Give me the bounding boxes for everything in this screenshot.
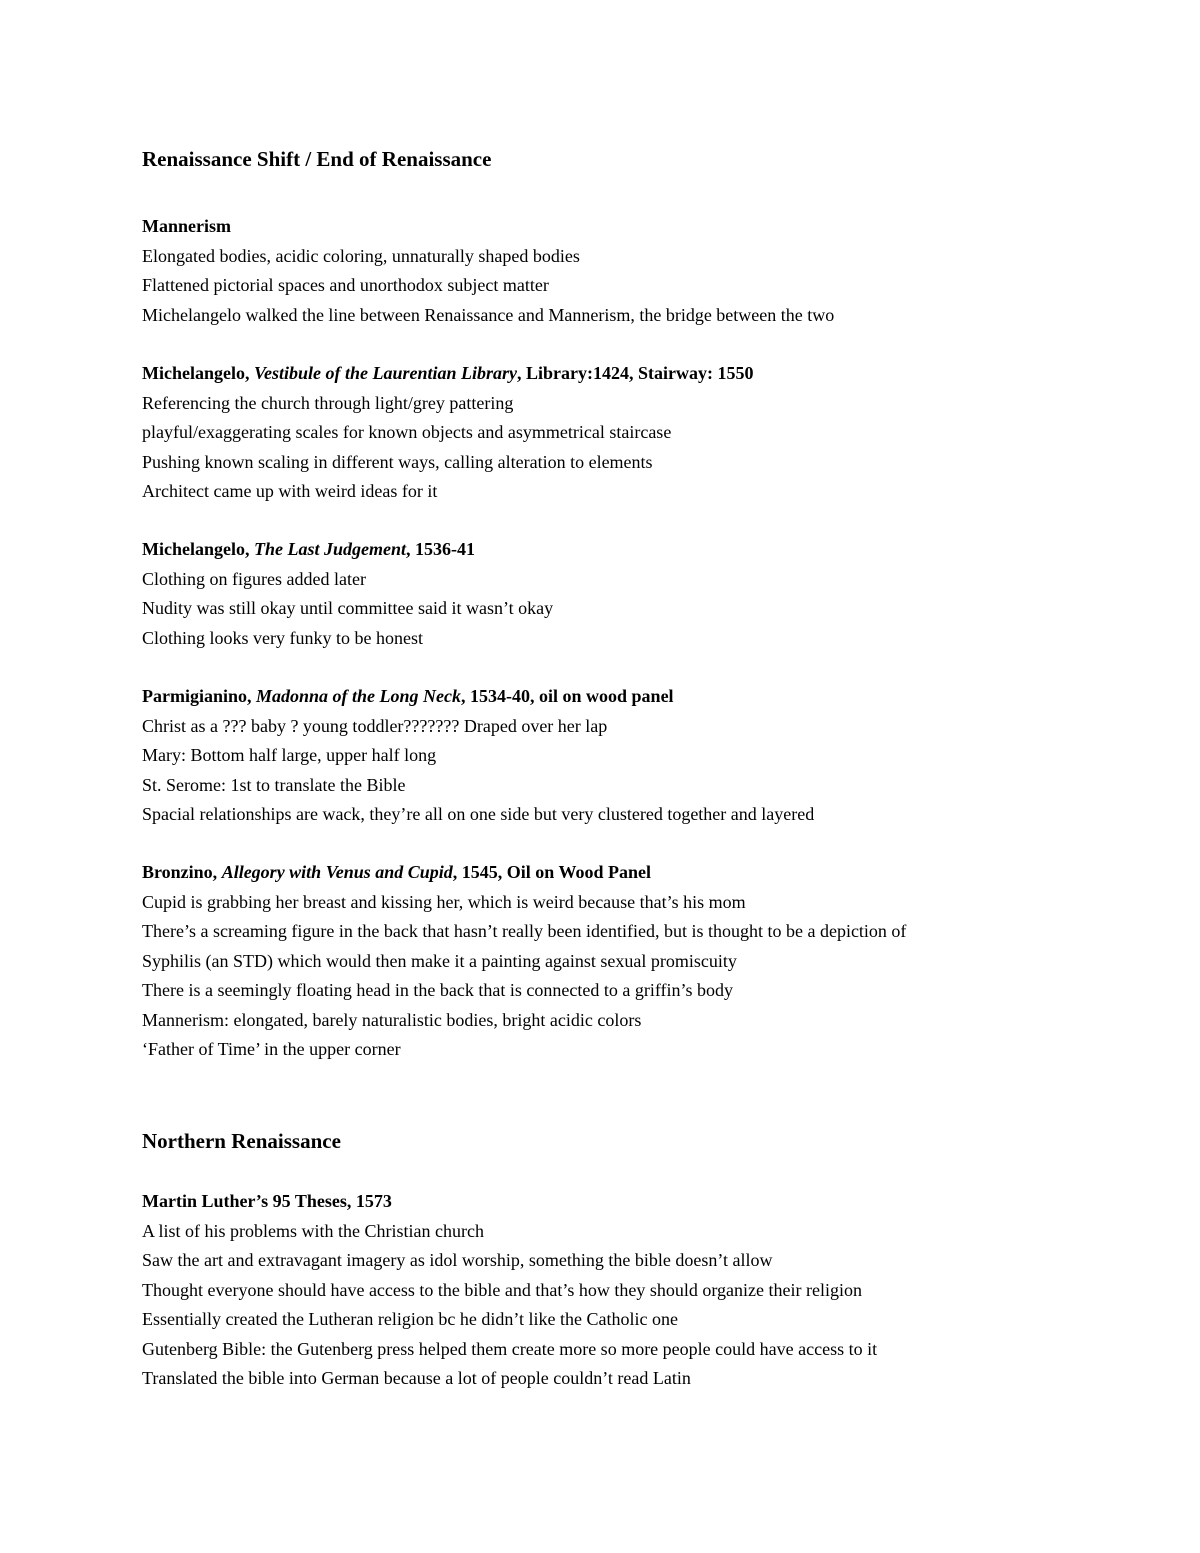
note-line: Michelangelo walked the line between Renaissance and Mannerism, the bridge between the two [142, 304, 835, 325]
artwork-details: , 1536-41 [405, 539, 475, 559]
laurentian-block [142, 359, 1142, 507]
artwork-title: Madonna of the Long Neck [256, 686, 462, 706]
note-line: Spacial relationships are wack, they’re all on one side but very clustered together and layered [142, 804, 815, 824]
note-line: playful/exaggerating scales for known objects and asymmetrical staircase [142, 422, 672, 442]
note-line: Gutenberg Bible: the Gutenberg press helped them create more so more people could have access to it [142, 1338, 878, 1359]
note-line: Thought everyone should have access to the bible and that’s how they should organize their religion [142, 1279, 862, 1300]
note-line: Saw the art and extravagant imagery as idol worship, something the bible doesn’t allow [142, 1250, 773, 1270]
luther-block [142, 1187, 1142, 1394]
note-line: Nudity was still okay until committee said it wasn’t okay [142, 598, 554, 618]
note-line: St. Serome: 1st to translate the Bible [142, 774, 406, 795]
artwork-heading [142, 682, 1142, 712]
venus-cupid-block [142, 858, 1142, 1065]
artwork-title: Allegory with Venus and Cupid [221, 862, 453, 882]
artist-name: Parmigianino, [142, 686, 257, 706]
note-line: Syphilis (an STD) which would then make it a painting against sexual promiscuity [142, 950, 737, 971]
note-line: Christ as a ??? baby ? young toddler??????? Draped over her lap [142, 715, 608, 736]
artwork-details: , 1545, Oil on Wood Panel [452, 862, 651, 882]
artwork-details: , Library:1424, Stairway: 1550 [517, 363, 754, 383]
artwork-title: The Last Judgement [253, 539, 406, 559]
note-line: Architect came up with weird ideas for it [142, 481, 438, 501]
artwork-heading [142, 858, 1142, 888]
note-line: Pushing known scaling in different ways, calling alteration to elements [142, 451, 653, 472]
artwork-details: , 1534-40, oil on wood panel [461, 686, 674, 706]
artwork-heading [142, 359, 1142, 389]
mannerism-heading: Mannerism [142, 216, 231, 236]
note-line: Essentially created the Lutheran religion bc he didn’t like the Catholic one [142, 1309, 678, 1329]
note-line: A list of his problems with the Christian church [142, 1220, 484, 1241]
last-judgement-block [142, 535, 1142, 653]
mannerism-block [142, 212, 1142, 330]
note-line: Elongated bodies, acidic coloring, unnaturally shaped bodies [142, 245, 580, 266]
note-line: Referencing the church through light/grey pattering [142, 392, 514, 413]
artwork-title: Vestibule of the Laurentian Library [253, 363, 518, 383]
note-line: Flattened pictorial spaces and unorthodox subject matter [142, 275, 549, 295]
note-line: Clothing on figures added later [142, 568, 366, 589]
long-neck-block [142, 682, 1142, 830]
artwork-heading [142, 535, 1142, 565]
note-line: Mary: Bottom half large, upper half long [142, 745, 437, 765]
section-title-northern-renaissance: Northern Renaissance [142, 1129, 341, 1153]
note-line: Translated the bible into German because a lot of people couldn’t read Latin [142, 1368, 691, 1388]
note-line: Cupid is grabbing her breast and kissing her, which is weird because that’s his mom [142, 891, 746, 912]
luther-heading: Martin Luther’s 95 Theses, 1573 [142, 1191, 392, 1211]
section-title-renaissance-shift: Renaissance Shift / End of Renaissance [142, 147, 492, 171]
artist-name: Michelangelo, [142, 363, 254, 383]
note-line: ‘Father of Time’ in the upper corner [142, 1039, 401, 1059]
artist-name: Michelangelo, [142, 539, 254, 559]
note-line: There’s a screaming figure in the back that hasn’t really been identified, but is thought to be a depiction of [142, 921, 907, 941]
note-line: Mannerism: elongated, barely naturalistic bodies, bright acidic colors [142, 1009, 642, 1030]
note-line: There is a seemingly floating head in the back that is connected to a griffin’s body [142, 980, 733, 1000]
note-line: Clothing looks very funky to be honest [142, 627, 423, 648]
artist-name: Bronzino, [142, 862, 222, 882]
